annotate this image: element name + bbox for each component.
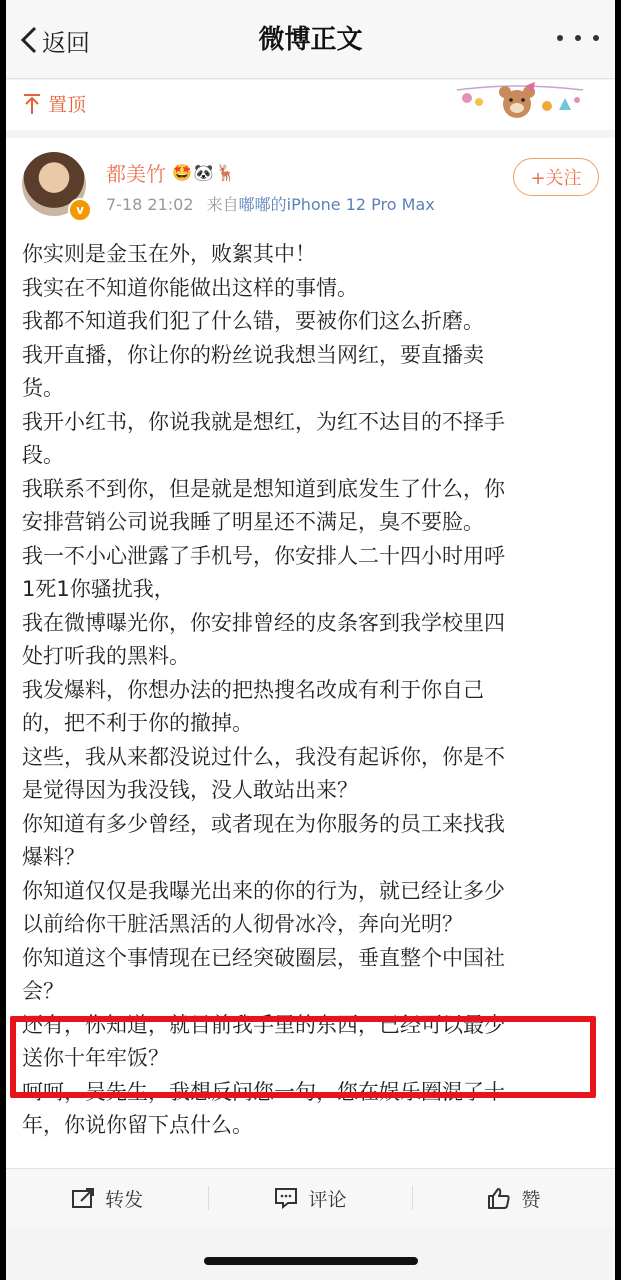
- post-text-line: 你知道仅仅是我曝光出来的你的行为，就已经让多少: [22, 878, 505, 903]
- post-text-line: 你实则是金玉在外，败絮其中！: [22, 242, 316, 266]
- navigation-bar: [6, 0, 615, 79]
- post-meta: [106, 192, 435, 215]
- post-text-line: 你知道这个事情现在已经突破圈层，垂直整个中国社: [22, 945, 505, 970]
- red-highlight-box: [10, 1016, 596, 1098]
- post-text-line: 还有，你知道，就目前我手里的东西，已经可以最少: [22, 1012, 505, 1037]
- follow-button[interactable]: +关注: [513, 158, 599, 196]
- pin-top-icon: [22, 93, 42, 115]
- back-label: 返回: [42, 28, 90, 57]
- post-text-line: 的，把不利于你的撤掉。: [22, 711, 253, 735]
- post-text-line: 爆料？: [22, 845, 85, 869]
- post-text-line: 以前给你干脏活黑活的人彻骨冰冷，奔向光明？: [22, 912, 463, 936]
- post-text-line: 我联系不到你，但是就是想知道到底发生了什么，你: [22, 476, 505, 501]
- more-options-icon[interactable]: [557, 28, 599, 48]
- post-text-line: 段。: [22, 443, 64, 467]
- post-text-line: 送你十年牢饭？: [22, 1046, 169, 1070]
- user-name-row: [106, 158, 238, 187]
- verified-badge-icon: v: [68, 198, 92, 222]
- post-text-line: 我实在不知道你能做出这样的事情。: [22, 275, 358, 300]
- post-text-line: 呵呵，吴先生，我想反问您一句，您在娱乐圈混了十: [22, 1079, 505, 1104]
- like-button[interactable]: 赞: [413, 1185, 615, 1212]
- decoration-bear-icon: [455, 80, 585, 130]
- comment-icon: [274, 1187, 298, 1209]
- comment-button[interactable]: 评论: [209, 1185, 411, 1212]
- thumbs-up-icon: [487, 1187, 511, 1209]
- post-text-line: 你知道有多少曾经，或者现在为你服务的员工来找我: [22, 811, 505, 836]
- post-text-line: 我开小红书，你说我就是想红，为红不达目的不择手: [22, 409, 505, 434]
- pinned-label: 置顶: [22, 90, 86, 117]
- post-text-line: 是觉得因为我没钱，没人敢站出来？: [22, 778, 358, 802]
- post-source[interactable]: 嘟嘟的iPhone 12 Pro Max: [238, 195, 435, 214]
- screen: [6, 0, 615, 1280]
- post-text-line: 我一不小心泄露了手机号，你安排人二十四小时用呼: [22, 543, 505, 568]
- post-text-line: 年，你说你留下点什么。: [22, 1113, 253, 1137]
- post-time: 7-18 21:02: [106, 195, 194, 214]
- action-bar: [6, 1168, 615, 1227]
- post-text-line: 安排营销公司说我睡了明星还不满足，臭不要脸。: [22, 510, 484, 534]
- emoji-badges-icon: 🤩🐼🦌: [172, 163, 238, 182]
- post-text-line: 处打听我的黑料。: [22, 644, 190, 668]
- pinned-bar: [6, 80, 615, 130]
- repost-icon: [71, 1187, 95, 1209]
- post-content: [22, 238, 596, 1143]
- post-text-line: 我发爆料，你想办法的把热搜名改成有利于你自己: [22, 677, 484, 702]
- post-text-line: 我开直播，你让你的粉丝说我想当网红，要直播卖: [22, 342, 484, 367]
- user-name[interactable]: 都美竹: [106, 162, 166, 186]
- post-text-line: 1死1你骚扰我，: [22, 577, 175, 601]
- post-text-line: 我在微博曝光你，你安排曾经的皮条客到我学校里四: [22, 610, 505, 635]
- page-title: 微博正文: [258, 25, 363, 55]
- post-text-line: 这些，我从来都没说过什么，我没有起诉你，你是不: [22, 744, 505, 769]
- post-text-line: 货。: [22, 376, 64, 400]
- repost-button[interactable]: 转发: [6, 1185, 208, 1212]
- post-text-line: 会？: [22, 979, 64, 1003]
- post-card: [6, 138, 615, 1168]
- post-text-line: 我都不知道我们犯了什么错，要被你们这么折磨。: [22, 309, 484, 333]
- home-indicator: [204, 1257, 418, 1265]
- source-prefix: 来自: [206, 195, 239, 214]
